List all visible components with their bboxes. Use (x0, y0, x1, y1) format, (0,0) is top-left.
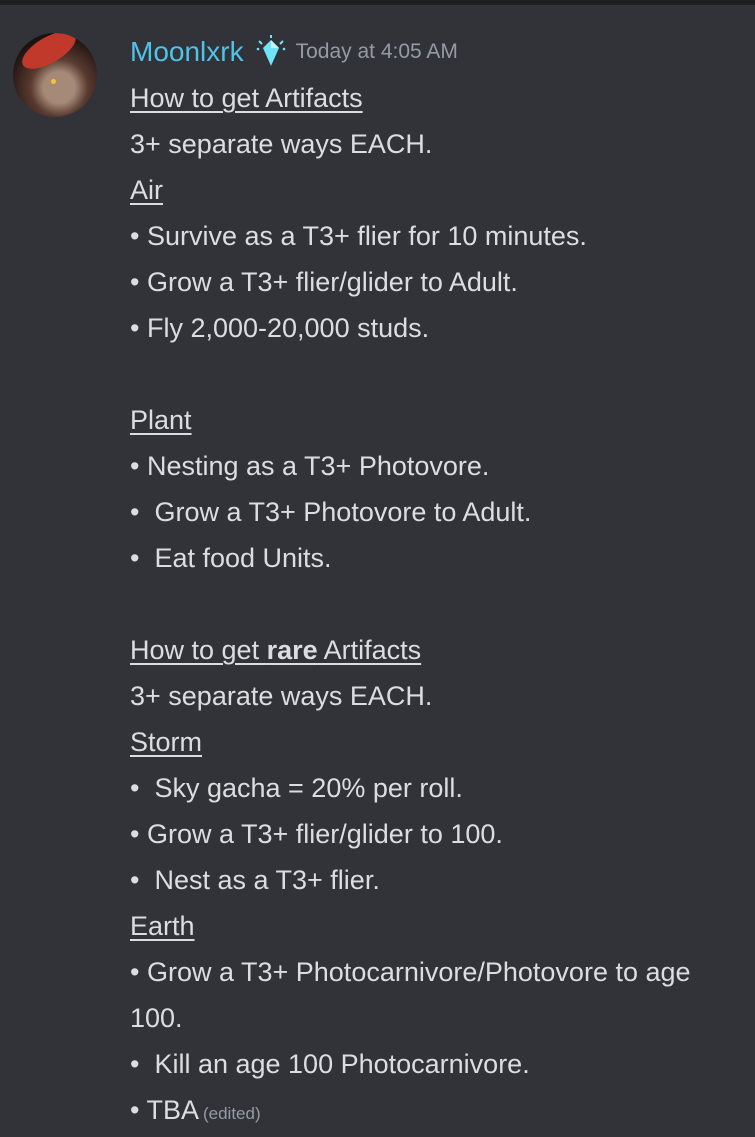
list-item (130, 259, 740, 305)
list-item (130, 811, 740, 857)
text-line (130, 673, 740, 719)
crystal-gem-icon[interactable] (254, 35, 288, 69)
heading-bold: rare (266, 635, 318, 665)
message-header (130, 32, 458, 72)
list-item (130, 305, 740, 351)
list-item (130, 443, 740, 489)
section-heading (130, 397, 740, 443)
line-text: • Eat food Units. (130, 543, 332, 573)
heading-text: Earth (130, 911, 195, 941)
heading-text: Air (130, 175, 163, 205)
message-content (130, 75, 740, 1137)
heading-pre: How to get (130, 635, 267, 665)
blank-line (130, 581, 740, 627)
line-text: • TBA (130, 1095, 199, 1125)
line-text: • Grow a T3+ flier/glider to Adult. (130, 267, 518, 297)
line-text: • Nesting as a T3+ Photovore. (130, 451, 490, 481)
line-text: 3+ separate ways EACH. (130, 129, 433, 159)
list-item (130, 535, 740, 581)
section-heading (130, 627, 740, 673)
timestamp[interactable]: Today at 4:05 AM (295, 40, 458, 63)
line-text: • Grow a T3+ Photovore to Adult. (130, 497, 532, 527)
line-text: • Grow a T3+ Photocarnivore/Photovore to age 100. (130, 957, 699, 1033)
heading-text (130, 635, 421, 665)
list-item (130, 1041, 740, 1087)
section-heading (130, 903, 740, 949)
line-text: • Nest as a T3+ flier. (130, 865, 380, 895)
section-heading (130, 719, 740, 765)
avatar-hat (17, 33, 82, 76)
line-text: • Grow a T3+ flier/glider to 100. (130, 819, 503, 849)
edited-label[interactable]: (edited) (202, 1104, 261, 1123)
line-text: • Sky gacha = 20% per roll. (130, 773, 463, 803)
line-text: • Fly 2,000-20,000 studs. (130, 313, 430, 343)
list-item (130, 765, 740, 811)
section-heading (130, 167, 740, 213)
list-item (130, 489, 740, 535)
line-text: • Kill an age 100 Photocarnivore. (130, 1049, 530, 1079)
avatar[interactable] (13, 33, 97, 117)
list-item (130, 949, 740, 1041)
top-bar (0, 0, 755, 5)
heading-text: How to get Artifacts (130, 83, 363, 113)
section-heading (130, 75, 740, 121)
heading-text: Storm (130, 727, 203, 757)
avatar-eye (51, 79, 56, 84)
line-text: • Survive as a T3+ flier for 10 minutes. (130, 221, 587, 251)
heading-text: Plant (130, 405, 192, 435)
username[interactable]: Moonlxrk (130, 36, 244, 67)
text-line (130, 121, 740, 167)
list-item (130, 1087, 740, 1137)
list-item (130, 857, 740, 903)
list-item (130, 213, 740, 259)
line-text: 3+ separate ways EACH. (130, 681, 433, 711)
heading-post: Artifacts (317, 635, 422, 665)
blank-line (130, 351, 740, 397)
